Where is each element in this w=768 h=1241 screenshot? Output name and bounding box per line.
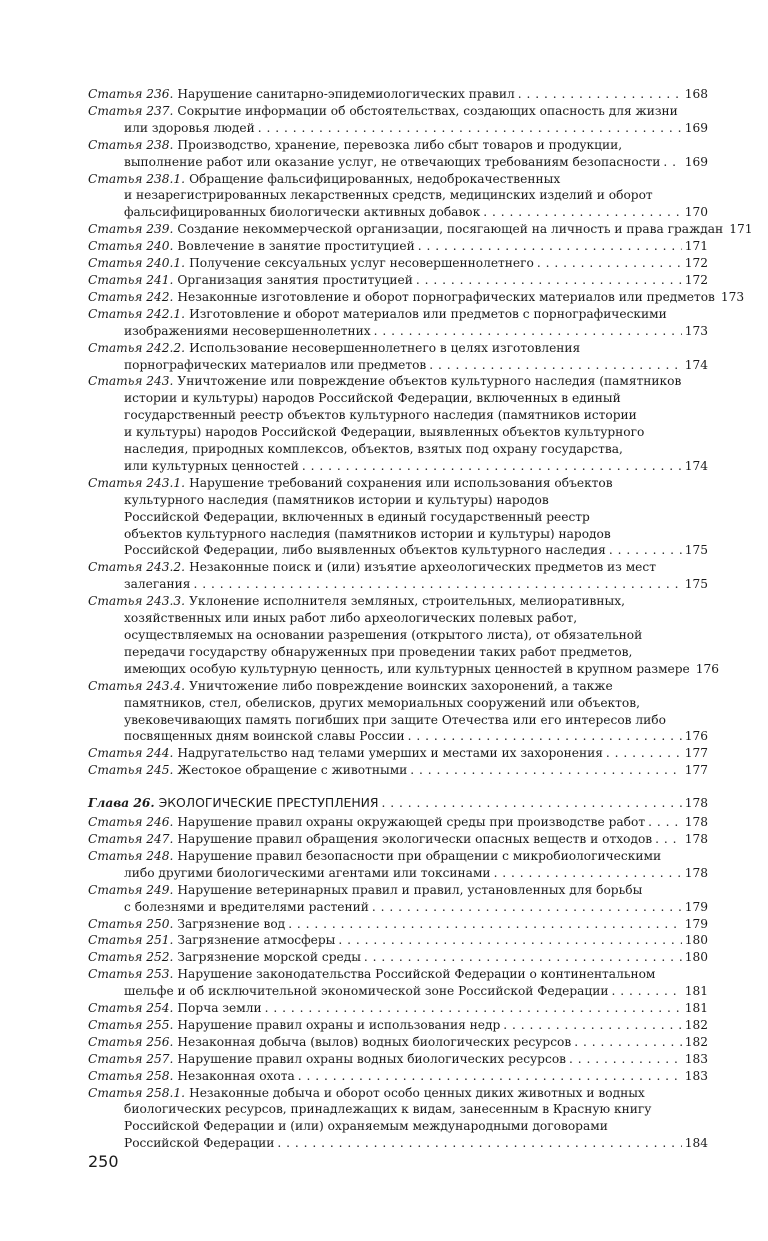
- article-page-number: 181: [684, 984, 708, 999]
- dot-leader: [277, 1135, 681, 1152]
- dot-leader: [537, 255, 682, 272]
- toc-entry-line: [88, 137, 708, 154]
- article-label: Статья 244.: [88, 746, 174, 761]
- toc-entry: [88, 86, 708, 103]
- toc-entry-line: [88, 627, 708, 644]
- toc-entry-line: [88, 390, 708, 407]
- article-label: Статья 239.: [88, 222, 174, 237]
- article-title-text: Нарушение правил охраны водных биологических ресурсов: [177, 1051, 567, 1066]
- article-title-text: Уничтожение или повреждение объектов культурного наследия (памятников: [177, 374, 682, 389]
- toc-entry-line: [88, 526, 708, 543]
- toc-entry: [88, 475, 708, 560]
- article-label: Статья 248.: [88, 848, 174, 863]
- article-label: Статья 253.: [88, 967, 174, 982]
- article-page-number: 169: [684, 120, 708, 135]
- article-page-number: 178: [684, 865, 708, 880]
- toc-entry-line: [88, 255, 708, 272]
- article-title-text: шельфе и об исключительной экономической зоне Российской Федерации: [124, 984, 609, 999]
- toc-entry-line: [88, 171, 708, 188]
- article-label: Статья 237.: [88, 103, 174, 118]
- toc-entry-line: [88, 357, 708, 374]
- article-label: Статья 242.2.: [88, 340, 186, 355]
- article-title-text: Нарушение правил охраны и использования недр: [177, 1017, 501, 1032]
- toc-entry-line: [88, 661, 720, 678]
- article-title-text: Нарушение правил безопасности при обращении с микробиологическими: [177, 848, 662, 863]
- article-title-text: Нарушение санитарно-эпидемиологических правил: [177, 87, 515, 101]
- dot-leader: [374, 323, 682, 340]
- article-page-number: 176: [695, 661, 720, 676]
- article-page-number: 175: [684, 577, 708, 592]
- article-title-text: культурного наследия (памятников истории и культуры) народов: [124, 492, 549, 507]
- table-of-contents: [88, 86, 753, 1152]
- toc-entry: [88, 593, 720, 678]
- dot-leader: [574, 1034, 681, 1051]
- article-page-number: 176: [684, 729, 708, 744]
- toc-entry: [88, 882, 708, 916]
- article-title-text: Нарушение требований сохранения или использования объектов: [189, 475, 613, 490]
- article-title-text: увековечивающих память погибших при защите Отечества или его интересов либо: [124, 712, 666, 727]
- toc-entry: [88, 831, 708, 848]
- toc-entry-line: [88, 593, 708, 610]
- article-title-text: Уклонение исполнителя земляных, строительных, мелиоративных,: [189, 594, 625, 609]
- article-page-number: 171: [729, 222, 753, 237]
- dot-leader: [410, 762, 681, 779]
- toc-entry-line: [88, 712, 708, 729]
- toc-entry: [88, 289, 745, 306]
- article-page-number: 171: [684, 239, 708, 254]
- toc-entry-line: [88, 932, 708, 949]
- article-title-text: фальсифицированных биологически активных добавок: [124, 205, 481, 220]
- toc-entry: [88, 559, 708, 593]
- toc-entry: [88, 1017, 708, 1034]
- toc-entry-line: [88, 1135, 708, 1152]
- article-title-text: Российской Федерации и (или) охраняемым международными договорами: [124, 1119, 608, 1134]
- article-title-text: истории и культуры) народов Российской Федерации, включенных в единый: [124, 391, 621, 406]
- article-title-text: либо другими биологическими агентами или токсинами: [124, 865, 491, 880]
- toc-entry-line: [88, 542, 708, 559]
- article-title-text: Нарушение законодательства Российской Федерации о континентальном: [177, 967, 656, 982]
- article-title-text: Незаконная добыча (вылов) водных биологических ресурсов: [177, 1034, 572, 1049]
- article-page-number: 183: [684, 1051, 708, 1066]
- article-title-text: посвященных дням воинской славы России: [124, 729, 405, 744]
- toc-entry: [88, 678, 708, 746]
- toc-entry-line: [88, 831, 708, 848]
- dot-leader: [429, 357, 681, 374]
- dot-leader: [663, 154, 681, 171]
- dot-leader: [483, 204, 681, 221]
- dot-leader: [606, 745, 682, 762]
- article-title-text: Надругательство над телами умерших и местами их захоронения: [177, 746, 603, 761]
- article-label: Статья 243.2.: [88, 560, 186, 575]
- article-title-text: передачи государству обнаруженных при проведении таких работ предметов,: [124, 644, 633, 659]
- article-label: Статья 250.: [88, 916, 174, 931]
- toc-entry-line: [88, 865, 708, 882]
- toc-entry: [88, 1034, 708, 1051]
- toc-entry-line: [88, 644, 708, 661]
- article-title-text: Нарушение правил обращения экологически опасных веществ и отходов: [177, 831, 653, 846]
- toc-entry-line: [88, 86, 708, 103]
- article-page-number: 172: [684, 272, 708, 287]
- article-title-text: Использование несовершеннолетнего в целях изготовления: [189, 340, 581, 355]
- article-title-text: залегания: [124, 577, 191, 592]
- dot-leader: [265, 1000, 682, 1017]
- toc-entry-line: [88, 983, 708, 1000]
- article-page-number: 180: [684, 950, 708, 965]
- article-label: Статья 256.: [88, 1034, 174, 1049]
- toc-entry-line: [88, 882, 708, 899]
- page-number: 250: [88, 1152, 119, 1171]
- toc-entry-line: [88, 120, 708, 137]
- toc-entry-line: [88, 340, 708, 357]
- article-title-text: Нарушение ветеринарных правил и правил, установленных для борьбы: [177, 882, 643, 897]
- toc-entry-line: [88, 1085, 708, 1102]
- article-label: Статья 243.1.: [88, 475, 186, 490]
- article-page-number: 181: [684, 1001, 708, 1016]
- toc-entry-line: [88, 745, 708, 762]
- dot-leader: [609, 542, 682, 559]
- toc-entry-line: [88, 458, 708, 475]
- dot-leader: [408, 728, 682, 745]
- article-page-number: 179: [684, 916, 708, 931]
- article-title-text: изображениями несовершеннолетних: [124, 323, 371, 338]
- article-page-number: 170: [684, 205, 708, 220]
- toc-entry: [88, 137, 708, 171]
- article-label: Статья 242.: [88, 289, 174, 304]
- article-title-text: Незаконные добыча и оборот особо ценных диких животных и водных: [189, 1085, 645, 1100]
- toc-entry: [88, 1068, 708, 1085]
- article-page-number: 184: [684, 1136, 708, 1151]
- toc-entry-line: [88, 221, 753, 238]
- toc-entry-line: [88, 1051, 708, 1068]
- dot-leader: [193, 576, 681, 593]
- article-title-text: хозяйственных или иных работ либо археологических полевых работ,: [124, 611, 578, 626]
- toc-entry-line: [88, 103, 708, 120]
- toc-entry-line: [88, 424, 708, 441]
- article-page-number: 183: [684, 1068, 708, 1083]
- article-title-text: Загрязнение атмосферы: [177, 933, 336, 948]
- toc-entry: [88, 1085, 708, 1153]
- article-label: Статья 249.: [88, 882, 174, 897]
- article-title-text: и культуры) народов Российской Федерации, выявленных объектов культурного: [124, 425, 645, 440]
- chapter-label: Глава 26.: [88, 796, 155, 811]
- dot-leader: [648, 814, 682, 831]
- article-page-number: 175: [684, 543, 708, 558]
- article-title-text: имеющих особую культурную ценность, или культурных ценностей в крупном размере: [124, 661, 690, 676]
- toc-entry-line: [88, 695, 708, 712]
- chapter-heading: [88, 795, 708, 812]
- toc-entry: [88, 916, 708, 933]
- article-page-number: 173: [684, 323, 708, 338]
- article-title-text: объектов культурного наследия (памятников истории и культуры) народов: [124, 526, 611, 541]
- toc-entry: [88, 306, 708, 340]
- article-page-number: 182: [684, 1017, 708, 1032]
- article-title-text: Вовлечение в занятие проституцией: [177, 239, 415, 254]
- article-title-text: с болезнями и вредителями растений: [124, 899, 369, 914]
- dot-leader: [288, 916, 682, 933]
- toc-entry-line: [88, 848, 708, 865]
- toc-entry: [88, 373, 708, 474]
- article-title-text: Уничтожение либо повреждение воинских захоронений, а также: [189, 678, 613, 693]
- toc-entry-line: [88, 289, 745, 306]
- article-title-text: Сокрытие информации об обстоятельствах, создающих опасность для жизни: [177, 103, 678, 118]
- article-label: Статья 243.3.: [88, 594, 186, 609]
- article-label: Статья 236.: [88, 87, 174, 101]
- article-title-text: и незарегистрированных лекарственных средств, медицинских изделий и оборот: [124, 188, 653, 203]
- dot-leader: [258, 120, 682, 137]
- article-label: Статья 255.: [88, 1017, 174, 1032]
- article-label: Статья 258.: [88, 1068, 174, 1083]
- chapter-line: [88, 795, 708, 812]
- toc-section-articles-236-245: [88, 86, 753, 779]
- toc-entry: [88, 814, 708, 831]
- article-label: Статья 242.1.: [88, 306, 186, 321]
- toc-entry-line: [88, 373, 708, 390]
- toc-entry-line: [88, 1118, 708, 1135]
- article-title-text: Нарушение правил охраны окружающей среды при производстве работ: [177, 815, 646, 830]
- article-title-text: выполнение работ или оказание услуг, не отвечающих требованиям безопасности: [124, 154, 661, 169]
- article-title-text: Российской Федерации: [124, 1136, 275, 1151]
- toc-entry-line: [88, 559, 708, 576]
- dot-leader: [382, 795, 682, 812]
- dot-leader: [298, 1068, 682, 1085]
- dot-leader: [503, 1017, 681, 1034]
- toc-entry-line: [88, 272, 708, 289]
- article-label: Статья 254.: [88, 1001, 174, 1016]
- toc-entry: [88, 762, 708, 779]
- toc-entry-line: [88, 1017, 708, 1034]
- article-page-number: 178: [684, 831, 708, 846]
- article-title-text: наследия, природных комплексов, объектов, взятых под охрану государства,: [124, 442, 623, 457]
- article-page-number: 178: [684, 815, 708, 830]
- article-label: Статья 243.4.: [88, 678, 186, 693]
- article-title-text: Российской Федерации, включенных в единый государственный реестр: [124, 509, 590, 524]
- article-title-text: Обращение фальсифицированных, недоброкачественных: [189, 171, 561, 186]
- article-page-number: 182: [684, 1034, 708, 1049]
- article-label: Статья 247.: [88, 831, 174, 846]
- dot-leader: [338, 932, 681, 949]
- toc-entry: [88, 745, 708, 762]
- toc-entry-line: [88, 949, 708, 966]
- toc-section-articles-246-258: [88, 814, 708, 1152]
- dot-leader: [611, 983, 681, 1000]
- toc-entry: [88, 221, 753, 238]
- article-label: Статья 238.: [88, 137, 174, 152]
- article-page-number: 180: [684, 933, 708, 948]
- article-label: Статья 243.: [88, 374, 174, 389]
- chapter-page-number: 178: [684, 796, 708, 811]
- article-title-text: Получение сексуальных услуг несовершеннолетнего: [189, 256, 534, 271]
- toc-entry-line: [88, 154, 708, 171]
- toc-entry: [88, 949, 708, 966]
- article-title-text: осуществляемых на основании разрешения (открытого листа), от обязательной: [124, 628, 643, 642]
- toc-entry-line: [88, 306, 708, 323]
- article-title-text: Производство, хранение, перевозка либо сбыт товаров и продукции,: [177, 137, 623, 152]
- chapter-title: ЭКОЛОГИЧЕСКИЕ ПРЕСТУПЛЕНИЯ: [158, 795, 379, 811]
- toc-entry: [88, 103, 708, 137]
- toc-entry-line: [88, 678, 708, 695]
- dot-leader: [494, 865, 682, 882]
- article-title-text: или здоровья людей: [124, 120, 255, 135]
- toc-entry-line: [88, 1068, 708, 1085]
- article-title-text: государственный реестр объектов культурного наследия (памятников истории: [124, 408, 637, 423]
- article-title-text: биологических ресурсов, принадлежащих к видам, занесенным в Красную книгу: [124, 1102, 652, 1117]
- toc-entry-line: [88, 576, 708, 593]
- toc-entry: [88, 255, 708, 272]
- toc-entry-line: [88, 187, 708, 204]
- toc-entry-line: [88, 407, 708, 424]
- article-label: Статья 257.: [88, 1051, 174, 1066]
- toc-entry: [88, 340, 708, 374]
- article-title-text: Незаконные изготовление и оборот порнографических материалов или предметов: [177, 289, 715, 304]
- toc-entry-line: [88, 1000, 708, 1017]
- article-title-text: Загрязнение вод: [177, 916, 286, 931]
- toc-entry-line: [88, 916, 708, 933]
- toc-entry-line: [88, 762, 708, 779]
- article-label: Статья 245.: [88, 763, 174, 778]
- dot-leader: [518, 86, 682, 103]
- article-label: Статья 252.: [88, 950, 174, 965]
- article-title-text: Организация занятия проституцией: [177, 272, 413, 287]
- article-title-text: Жестокое обращение с животными: [177, 763, 408, 778]
- toc-entry: [88, 171, 708, 222]
- toc-entry-line: [88, 492, 708, 509]
- article-page-number: 169: [684, 154, 708, 169]
- article-label: Статья 241.: [88, 272, 174, 287]
- article-page-number: 174: [684, 458, 708, 473]
- article-label: Статья 240.: [88, 239, 174, 254]
- dot-leader: [418, 238, 682, 255]
- article-title-text: Порча земли: [177, 1001, 262, 1016]
- toc-entry-line: [88, 323, 708, 340]
- article-page-number: 177: [684, 763, 708, 778]
- article-label: Статья 251.: [88, 933, 174, 948]
- toc-entry: [88, 272, 708, 289]
- article-label: Статья 246.: [88, 815, 174, 830]
- toc-entry-line: [88, 509, 708, 526]
- article-title-text: или культурных ценностей: [124, 458, 299, 473]
- dot-leader: [302, 458, 682, 475]
- article-title-text: порнографических материалов или предметов: [124, 357, 427, 372]
- toc-entry-line: [88, 728, 708, 745]
- article-title-text: памятников, стел, обелисков, других мемориальных сооружений или объектов,: [124, 695, 640, 710]
- article-page-number: 168: [684, 87, 708, 101]
- article-title-text: Незаконная охота: [177, 1068, 295, 1083]
- article-title-text: Изготовление и оборот материалов или предметов с порнографическими: [189, 306, 667, 321]
- article-page-number: 172: [684, 256, 708, 271]
- dot-leader: [569, 1051, 682, 1068]
- article-page-number: 179: [684, 899, 708, 914]
- article-page-number: 174: [684, 357, 708, 372]
- toc-entry: [88, 932, 708, 949]
- toc-entry-line: [88, 238, 708, 255]
- dot-leader: [364, 949, 682, 966]
- toc-entry-line: [88, 1034, 708, 1051]
- toc-entry-line: [88, 1101, 708, 1118]
- article-page-number: 173: [720, 289, 745, 304]
- article-title-text: Загрязнение морской среды: [177, 950, 361, 965]
- toc-entry-line: [88, 441, 708, 458]
- article-label: Статья 240.1.: [88, 256, 186, 271]
- dot-leader: [416, 272, 682, 289]
- article-page-number: 177: [684, 746, 708, 761]
- toc-entry: [88, 848, 708, 882]
- article-title-text: Создание некоммерческой организации, посягающей на личность и права граждан: [177, 222, 724, 237]
- dot-leader: [372, 899, 682, 916]
- article-label: Статья 258.1.: [88, 1085, 186, 1100]
- toc-entry-line: [88, 966, 708, 983]
- toc-entry: [88, 1000, 708, 1017]
- toc-entry-line: [88, 475, 708, 492]
- toc-entry: [88, 1051, 708, 1068]
- article-title-text: Российской Федерации, либо выявленных объектов культурного наследия: [124, 543, 606, 558]
- toc-entry: [88, 238, 708, 255]
- toc-entry-line: [88, 899, 708, 916]
- toc-entry-line: [88, 204, 708, 221]
- toc-entry-line: [88, 814, 708, 831]
- toc-entry-line: [88, 610, 708, 627]
- toc-entry: [88, 966, 708, 1000]
- article-label: Статья 238.1.: [88, 171, 186, 186]
- dot-leader: [655, 831, 682, 848]
- article-title-text: Незаконные поиск и (или) изъятие археологических предметов из мест: [189, 560, 656, 575]
